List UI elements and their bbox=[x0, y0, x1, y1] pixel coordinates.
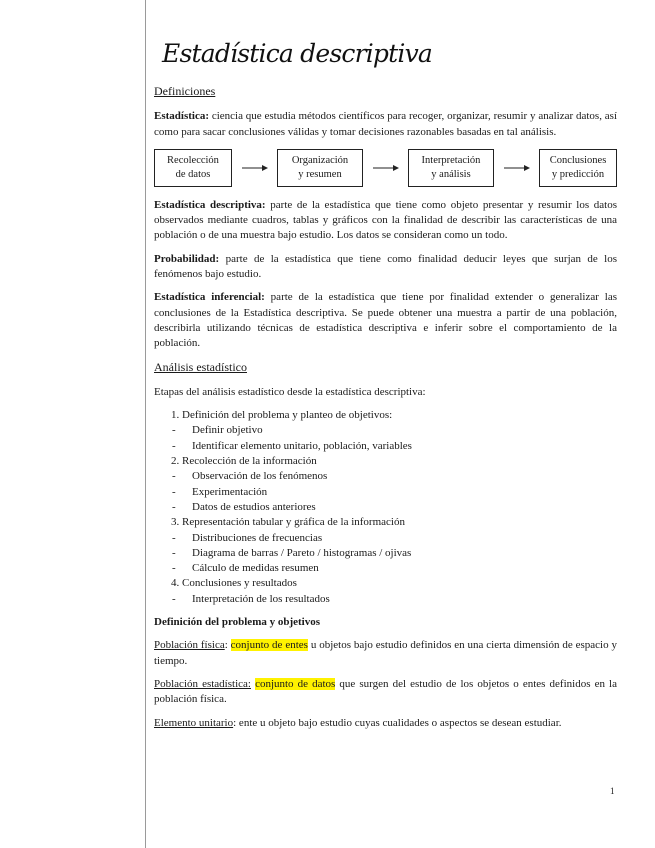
flow-arrow-icon bbox=[494, 164, 539, 172]
list-item: - Identificar elemento unitario, población, variables bbox=[172, 439, 617, 454]
list-item: - Cálculo de medidas resumen bbox=[172, 561, 617, 576]
paragraph-estadistica bbox=[154, 109, 617, 140]
flow-box-line: de datos bbox=[175, 168, 211, 180]
paragraph-inferencial bbox=[154, 290, 617, 351]
term-poblacion-fisica: Población física bbox=[154, 639, 225, 652]
paragraph-probabilidad bbox=[154, 252, 617, 283]
list-item: - Definir objetivo bbox=[172, 423, 617, 438]
term-inferencial: Estadística inferencial: bbox=[154, 291, 265, 304]
section-heading-analisis: Análisis estadístico bbox=[154, 359, 247, 374]
flow-arrow-icon bbox=[232, 164, 277, 172]
list-item: - Diagrama de barras / Pareto / histogramas / ojivas bbox=[172, 546, 617, 561]
step-label: Conclusiones y resultados bbox=[182, 577, 297, 590]
sub-list bbox=[182, 592, 617, 607]
term-estadistica: Estadística: bbox=[154, 110, 209, 123]
text-poblacion-estadistica: que surgen del estudio de los objetos o entes definidos en la población física. bbox=[154, 677, 617, 706]
highlight-conjunto-datos: conjunto de datos bbox=[255, 677, 336, 690]
text-inferencial: parte de la estadística que tiene por finalidad extender o generalizar las conclusiones de la Estadística descriptiva. Se puede obtener una muestra a partir de una población, describirla utilizando técnicas de estadística descriptiva e inferir sobre el comportamiento de la población. bbox=[154, 291, 618, 350]
page-content bbox=[154, 38, 617, 739]
list-item: - Observación de los fenómenos bbox=[172, 469, 617, 484]
step-label: Recolección de la información bbox=[182, 455, 317, 468]
text-probabilidad: parte de la estadística que tiene como finalidad deducir leyes que surjan de los fenómenos bajo estudio. bbox=[154, 252, 617, 281]
flow-box-line: Interpretación bbox=[421, 154, 481, 166]
flow-box-line: Recolección bbox=[167, 154, 219, 166]
sub-list bbox=[182, 531, 617, 577]
sub-list bbox=[182, 423, 617, 454]
text-descriptiva: parte de la estadística que tiene como objeto presentar y resumir los datos observados mediante cuadros, tablas y gráficos con la finalidad de describir las características de una población o de una muestra bajo estudio. Los datos se consideran como un todo. bbox=[154, 198, 617, 242]
term-probabilidad: Probabilidad: bbox=[154, 252, 220, 265]
flow-box-interpretacion bbox=[408, 149, 494, 187]
list-item bbox=[182, 408, 617, 454]
section-heading-definiciones: Definiciones bbox=[154, 84, 216, 98]
page-title: Estadística descriptiva bbox=[162, 39, 433, 68]
flow-box-conclusiones bbox=[539, 149, 617, 187]
term-elemento-unitario: Elemento unitario bbox=[154, 716, 234, 729]
highlight-conjunto-entes: conjunto de entes bbox=[230, 639, 308, 652]
steps-list bbox=[154, 408, 617, 607]
margin-line bbox=[145, 0, 146, 848]
page-number: 1 bbox=[610, 786, 615, 796]
list-item bbox=[182, 515, 617, 576]
step-label: Representación tabular y gráfica de la información bbox=[182, 516, 405, 529]
list-item bbox=[182, 576, 617, 607]
separator: : bbox=[224, 639, 231, 652]
flow-box-line: Organización bbox=[291, 154, 349, 166]
list-item bbox=[182, 454, 617, 515]
list-item: - Datos de estudios anteriores bbox=[172, 500, 617, 515]
term-poblacion-estadistica: Población estadística: bbox=[154, 677, 251, 690]
flow-box-line: y análisis bbox=[431, 168, 471, 180]
paragraph-poblacion-fisica bbox=[154, 638, 617, 669]
text-elemento-unitario: : ente u objeto bajo estudio cuyas cualidades o aspectos se desean estudiar. bbox=[233, 716, 562, 729]
section-heading-definicion bbox=[154, 615, 617, 630]
paragraph-descriptiva bbox=[154, 198, 617, 244]
flow-box-line: y resumen bbox=[298, 168, 342, 180]
flow-arrow-icon bbox=[363, 164, 408, 172]
sub-list bbox=[182, 469, 617, 515]
definicion-heading-text: Definición del problema y objetivos bbox=[154, 616, 321, 629]
flow-box-line: y predicción bbox=[551, 168, 605, 180]
step-label: Definición del problema y planteo de objetivos: bbox=[182, 409, 393, 422]
etapas-intro: Etapas del análisis estadístico desde la estadística descriptiva: bbox=[154, 385, 426, 398]
flow-box-line: Conclusiones bbox=[549, 154, 607, 166]
list-item: - Distribuciones de frecuencias bbox=[172, 531, 617, 546]
text-poblacion-fisica: u objetos bajo estudio definidos en una cierta dimensión de espacio y tiempo. bbox=[154, 639, 617, 667]
text-estadistica: ciencia que estudia métodos científicos para recoger, organizar, resumir y analizar datos, así como para sacar conclusiones válidas y tomar decisiones razonables basadas en tal análisis. bbox=[154, 110, 617, 138]
flow-box-organizacion bbox=[277, 149, 363, 187]
list-item: - Interpretación de los resultados bbox=[172, 592, 617, 607]
list-item: - Experimentación bbox=[172, 485, 617, 500]
term-descriptiva: Estadística descriptiva: bbox=[154, 198, 266, 211]
paragraph-poblacion-estadistica bbox=[154, 677, 617, 708]
process-flow-diagram bbox=[154, 148, 617, 188]
flow-box-recoleccion bbox=[154, 149, 232, 187]
paragraph-elemento-unitario bbox=[154, 716, 617, 731]
